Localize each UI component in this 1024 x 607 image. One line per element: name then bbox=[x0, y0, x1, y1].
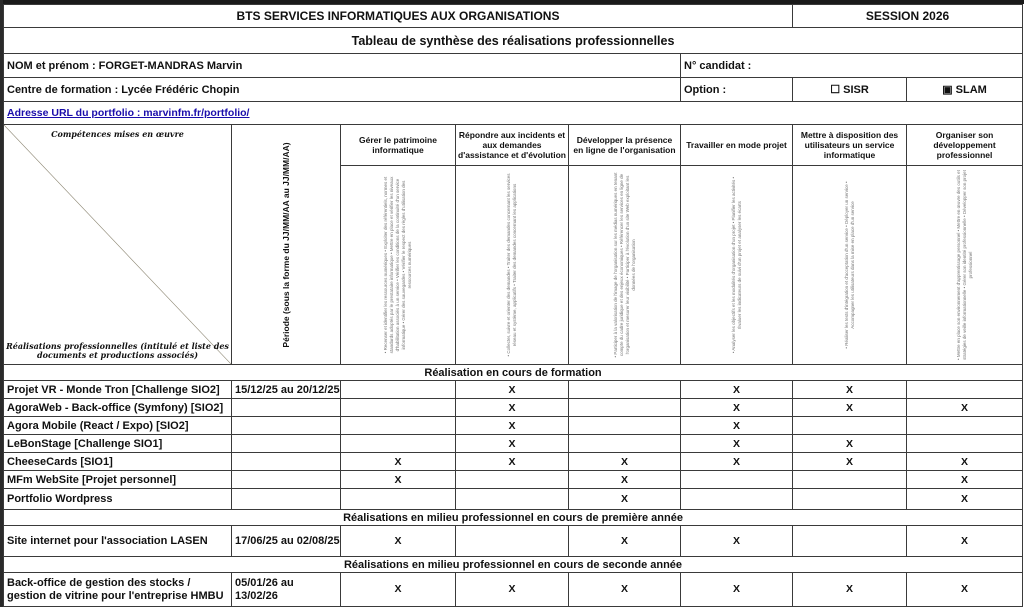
option-slam[interactable] bbox=[907, 78, 1023, 102]
competency-header-5[interactable]: Mettre à disposition des utilisateurs un service informatique bbox=[793, 125, 907, 166]
competency-2-cell[interactable] bbox=[456, 381, 569, 399]
competency-5-cell[interactable] bbox=[793, 453, 907, 471]
realisation-name[interactable]: MFm WebSite [Projet personnel] bbox=[4, 471, 232, 489]
realisation-name[interactable]: Back-office de gestion des stocks / gestion de vitrine pour l'entreprise HMBU bbox=[4, 573, 232, 607]
competency-mark: X bbox=[846, 401, 854, 414]
realisation-name[interactable]: Projet VR - Monde Tron [Challenge SIO2] bbox=[4, 381, 232, 399]
competency-1-cell[interactable] bbox=[341, 399, 456, 417]
competency-mark: X bbox=[733, 583, 741, 595]
portfolio-url-link[interactable]: Adresse URL du portfolio : marvinfm.fr/portfolio/ bbox=[7, 107, 250, 119]
competency-mark: X bbox=[394, 535, 402, 547]
competency-mark: X bbox=[620, 455, 628, 468]
competency-3-cell[interactable] bbox=[569, 489, 681, 510]
competency-mark: X bbox=[733, 535, 741, 547]
competency-header-6[interactable]: Organiser son développement professionnel bbox=[907, 125, 1023, 166]
competency-1-cell[interactable] bbox=[341, 489, 456, 510]
competency-2-cell[interactable] bbox=[456, 573, 569, 607]
table-row bbox=[4, 489, 1023, 510]
competency-6-cell[interactable] bbox=[907, 417, 1023, 435]
period-header-label: Période (sous la forme du JJ/MM/AA au JJ/MM/AA) bbox=[281, 141, 291, 348]
competency-5-cell[interactable] bbox=[793, 526, 907, 557]
competency-3-cell[interactable] bbox=[569, 435, 681, 453]
competency-4-cell[interactable] bbox=[681, 489, 793, 510]
competency-5-cell[interactable] bbox=[793, 399, 907, 417]
option-slam-label: SLAM bbox=[955, 84, 987, 96]
competency-mark: X bbox=[733, 419, 741, 432]
competency-header-2[interactable]: Répondre aux incidents et aux demandes d'assistance et d'évolution bbox=[456, 125, 569, 166]
document-title[interactable]: BTS SERVICES INFORMATIQUES AUX ORGANISATIONS bbox=[4, 5, 793, 28]
competency-6-cell[interactable] bbox=[907, 489, 1023, 510]
competency-details-2[interactable] bbox=[456, 166, 569, 365]
competency-details-6[interactable] bbox=[907, 166, 1023, 365]
competency-1-cell[interactable] bbox=[341, 381, 456, 399]
competency-mark: X bbox=[394, 455, 402, 468]
competency-4-cell[interactable] bbox=[681, 399, 793, 417]
table-row bbox=[4, 399, 1023, 417]
table-row bbox=[4, 573, 1023, 607]
realisation-period[interactable]: 17/06/25 au 02/08/25 bbox=[232, 526, 341, 557]
competency-6-cell[interactable] bbox=[907, 381, 1023, 399]
competency-1-cell[interactable] bbox=[341, 453, 456, 471]
competency-4-cell[interactable] bbox=[681, 435, 793, 453]
option-label[interactable]: Option : bbox=[681, 78, 793, 102]
realisation-period[interactable]: 05/01/26 au 13/02/26 bbox=[232, 573, 341, 607]
competency-header-3[interactable]: Développer la présence en ligne de l'organisation bbox=[569, 125, 681, 166]
realisation-name[interactable]: CheeseCards [SIO1] bbox=[4, 453, 232, 471]
competency-3-cell[interactable] bbox=[569, 399, 681, 417]
competency-6-cell[interactable] bbox=[907, 526, 1023, 557]
competency-3-cell[interactable] bbox=[569, 381, 681, 399]
competency-mark: X bbox=[846, 455, 854, 468]
competencies-axis-label: Compétences mises en œuvre bbox=[51, 129, 184, 139]
competency-1-cell[interactable] bbox=[341, 526, 456, 557]
diagonal-header-cell[interactable] bbox=[4, 125, 232, 365]
realisation-name[interactable]: AgoraWeb - Back-office (Symfony) [SIO2] bbox=[4, 399, 232, 417]
competency-5-cell[interactable] bbox=[793, 417, 907, 435]
competency-mark: X bbox=[846, 383, 854, 396]
realisation-period[interactable] bbox=[232, 471, 341, 489]
competency-6-cell[interactable] bbox=[907, 573, 1023, 607]
table-row bbox=[4, 381, 1023, 399]
section-header[interactable]: Réalisation en cours de formation bbox=[4, 365, 1023, 381]
competency-4-cell[interactable] bbox=[681, 526, 793, 557]
table-row bbox=[4, 453, 1023, 471]
competency-5-cell[interactable] bbox=[793, 489, 907, 510]
competency-mark: X bbox=[961, 535, 969, 547]
competency-mark: X bbox=[846, 583, 854, 595]
candidate-number[interactable]: N° candidat : bbox=[681, 54, 1023, 78]
competency-1-cell[interactable] bbox=[341, 573, 456, 607]
competency-header-4[interactable]: Travailler en mode projet bbox=[681, 125, 793, 166]
competency-6-cell[interactable] bbox=[907, 435, 1023, 453]
realisation-period[interactable] bbox=[232, 489, 341, 510]
diagonal-divider bbox=[4, 125, 231, 364]
competency-4-cell[interactable] bbox=[681, 453, 793, 471]
competency-mark: X bbox=[508, 583, 516, 595]
competency-mark: X bbox=[961, 583, 969, 595]
competency-details-1[interactable] bbox=[341, 166, 456, 365]
competency-5-cell[interactable] bbox=[793, 435, 907, 453]
realisation-name[interactable]: Site internet pour l'association LASEN bbox=[4, 526, 232, 557]
checked-box-icon[interactable]: ▣ bbox=[942, 84, 953, 96]
realisation-name[interactable]: LeBonStage [Challenge SIO1] bbox=[4, 435, 232, 453]
competency-3-cell[interactable] bbox=[569, 471, 681, 489]
competency-details-text: • Analyser les objectifs et les modalités d'organisation d'un projet • Planifier les activités • Évaluer les indicateurs de suivi d'un projet et analyser les écarts bbox=[730, 176, 742, 354]
competency-1-cell[interactable] bbox=[341, 417, 456, 435]
competency-2-cell[interactable] bbox=[456, 489, 569, 510]
competency-details-4[interactable] bbox=[681, 166, 793, 365]
competency-6-cell[interactable] bbox=[907, 471, 1023, 489]
synthesis-sheet bbox=[3, 4, 1022, 607]
candidate-name[interactable]: NOM et prénom : FORGET-MANDRAS Marvin bbox=[4, 54, 681, 78]
portfolio-url-cell[interactable] bbox=[4, 102, 1023, 125]
competency-mark: X bbox=[394, 583, 402, 595]
competency-mark: X bbox=[620, 473, 628, 486]
unchecked-box-icon[interactable]: ☐ bbox=[830, 84, 841, 96]
competency-1-cell[interactable] bbox=[341, 471, 456, 489]
competency-mark: X bbox=[508, 419, 516, 432]
realisations-axis-label: Réalisations professionnelles (intitulé et liste des documents et productions associés) bbox=[6, 341, 229, 360]
competency-mark: X bbox=[508, 401, 516, 414]
training-center[interactable]: Centre de formation : Lycée Frédéric Chopin bbox=[4, 78, 681, 102]
competency-mark: X bbox=[961, 401, 969, 414]
competency-mark: X bbox=[846, 437, 854, 450]
table-row bbox=[4, 435, 1023, 453]
realisation-period[interactable] bbox=[232, 453, 341, 471]
competency-mark: X bbox=[961, 493, 969, 505]
competency-2-cell[interactable] bbox=[456, 399, 569, 417]
competency-6-cell[interactable] bbox=[907, 399, 1023, 417]
realisation-period[interactable]: 15/12/25 au 20/12/25 bbox=[232, 381, 341, 399]
competency-mark: X bbox=[733, 437, 741, 450]
competency-2-cell[interactable] bbox=[456, 417, 569, 435]
competency-details-text: • Recenser et identifier les ressources numériques • Exploiter des référentiels, normes et standards adoptés par le prestataire informatique • Mettre en place et vérifier les niveaux d'habilitation associés à un service • Vérifier les conditions de la continuité d'un service informatique • Gérer des sauvegardes • Vérifier le respect des règles d'utilisation des ressources numériques bbox=[383, 176, 412, 354]
competency-4-cell[interactable] bbox=[681, 381, 793, 399]
competency-mark: X bbox=[733, 455, 741, 468]
realisation-name[interactable]: Portfolio Wordpress bbox=[4, 489, 232, 510]
table-row bbox=[4, 417, 1023, 435]
competency-details-text: • Participer à la valorisation de l'image de l'organisation sur les médias numériques en tenant compte du cadre juridique et des enjeux économiques • Référencer les services en ligne de l'organisation et mesurer leur visibilité • Participer à l'évolution d'un site Web exploitant les données de l'organisation bbox=[612, 172, 636, 358]
competency-4-cell[interactable] bbox=[681, 417, 793, 435]
competency-mark: X bbox=[961, 455, 969, 468]
competency-mark: X bbox=[620, 493, 628, 505]
section-header[interactable]: Réalisations en milieu professionnel en cours de seconde année bbox=[4, 557, 1023, 573]
competency-mark: X bbox=[961, 473, 969, 486]
competency-mark: X bbox=[733, 401, 741, 414]
competency-3-cell[interactable] bbox=[569, 526, 681, 557]
option-sisr-label: SISR bbox=[843, 84, 869, 96]
session-label[interactable]: SESSION 2026 bbox=[793, 5, 1023, 28]
competency-details-text: • Collecter, suivre et orienter des demandes • Traiter des demandes concernant les services réseau et système, applicatifs • Traiter des demandes concernant les applications bbox=[506, 173, 517, 357]
competency-5-cell[interactable] bbox=[793, 573, 907, 607]
competency-details-3[interactable] bbox=[569, 166, 681, 365]
competency-1-cell[interactable] bbox=[341, 435, 456, 453]
period-header-cell[interactable] bbox=[232, 125, 341, 365]
competency-mark: X bbox=[508, 383, 516, 396]
competency-details-text: • Réaliser les tests d'intégration et d'acceptation d'un service • Déployer un service • Accompagner les utilisateurs dans la mise en place d'un service bbox=[843, 181, 855, 349]
competency-2-cell[interactable] bbox=[456, 453, 569, 471]
table-subtitle[interactable]: Tableau de synthèse des réalisations professionnelles bbox=[4, 28, 1023, 54]
realisation-name[interactable]: Agora Mobile (React / Expo) [SIO2] bbox=[4, 417, 232, 435]
competency-2-cell[interactable] bbox=[456, 435, 569, 453]
realisation-period[interactable] bbox=[232, 417, 341, 435]
synthesis-table bbox=[3, 4, 1023, 607]
realisation-period[interactable] bbox=[232, 435, 341, 453]
competency-3-cell[interactable] bbox=[569, 453, 681, 471]
competency-4-cell[interactable] bbox=[681, 471, 793, 489]
competency-5-cell[interactable] bbox=[793, 381, 907, 399]
competency-header-1[interactable]: Gérer le patrimoine informatique bbox=[341, 125, 456, 166]
competency-mark: X bbox=[733, 383, 741, 396]
competency-6-cell[interactable] bbox=[907, 453, 1023, 471]
competency-2-cell[interactable] bbox=[456, 526, 569, 557]
competency-3-cell[interactable] bbox=[569, 417, 681, 435]
table-row bbox=[4, 471, 1023, 489]
realisation-period[interactable] bbox=[232, 399, 341, 417]
section-header[interactable]: Réalisations en milieu professionnel en cours de première année bbox=[4, 510, 1023, 526]
competency-mark: X bbox=[394, 473, 402, 486]
competency-2-cell[interactable] bbox=[456, 471, 569, 489]
competency-mark: X bbox=[508, 455, 516, 468]
competency-mark: X bbox=[620, 583, 628, 595]
competency-details-text: • Mettre en place son environnement d'apprentissage personnel • Mettre en œuvre des outils et stratégies de veille informationnelle • Gérer son identité professionnelle • Développer son projet professionnel bbox=[955, 170, 973, 360]
competency-3-cell[interactable] bbox=[569, 573, 681, 607]
competency-details-5[interactable] bbox=[793, 166, 907, 365]
competency-4-cell[interactable] bbox=[681, 573, 793, 607]
competency-5-cell[interactable] bbox=[793, 471, 907, 489]
table-row bbox=[4, 526, 1023, 557]
option-sisr[interactable] bbox=[793, 78, 907, 102]
competency-mark: X bbox=[620, 535, 628, 547]
competency-mark: X bbox=[508, 437, 516, 450]
